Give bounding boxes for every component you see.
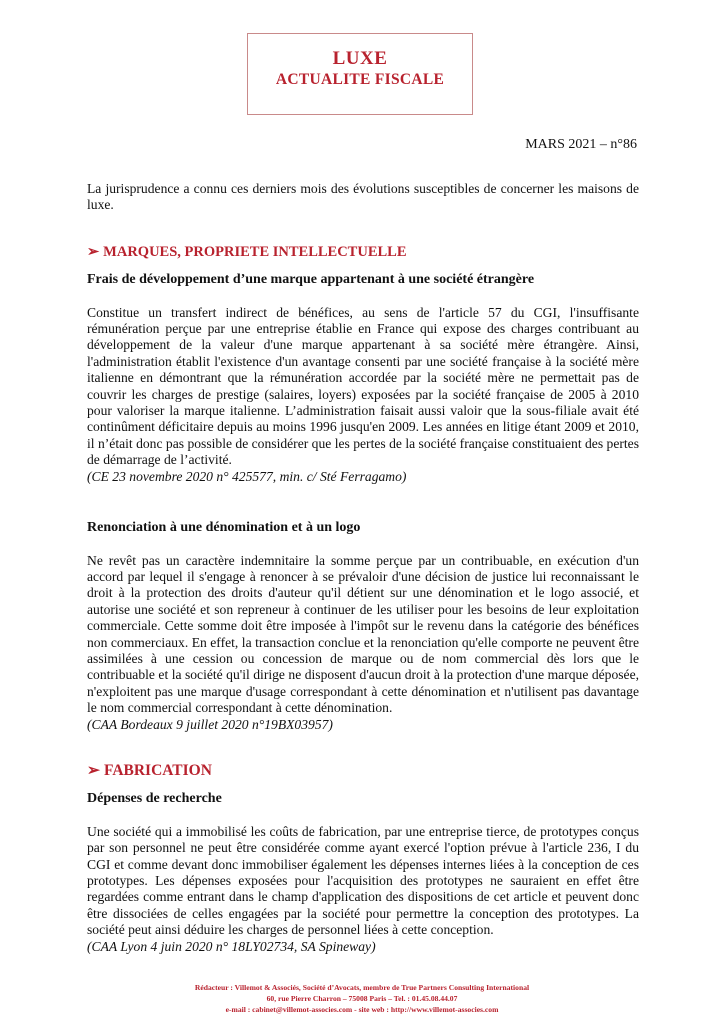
section-title: FABRICATION <box>104 761 212 779</box>
footer <box>0 982 724 1015</box>
newsletter-title: LUXE <box>332 48 388 69</box>
footer-author-line: Rédacteur : Villemot & Associés, Société d’Avocats, membre de True Partners Consulting International <box>194 983 530 992</box>
article-citation: (CE 23 novembre 2020 n° 425577, min. c/ Sté Ferragamo) <box>87 468 407 484</box>
article-body: Une société qui a immobilisé les coûts de fabrication, par une entreprise tierce, de prototypes conçus par son personnel ne peut être considérée comme ayant exercé l'option prévue à l'article 236, I du CGI et comme devant donc immobiliser également les dépenses internes liées à la conception de ces prototypes. Les dépenses exposées pour l'acquisition des prototypes ne sauraient en effet être regardées comme entrant dans le champ d'application des dispositions de cet article et peuvent donc être dissociées de celles engagées par la société pour permettre la conception des prototypes. La société peut ainsi déduire les charges de personnel liées à cette conception. <box>87 823 639 938</box>
arrow-right-icon: ➢ <box>87 761 100 779</box>
footer-email-link[interactable]: cabinet@villemot-associes.com <box>252 1005 353 1014</box>
section-heading-marques <box>87 244 639 260</box>
intro-paragraph: La jurisprudence a connu ces derniers mois des évolutions susceptibles de concerner les maisons de luxe. <box>87 181 639 213</box>
header-box <box>247 33 473 115</box>
arrow-right-icon: ➢ <box>87 243 100 260</box>
article-body: Constitue un transfert indirect de bénéfices, au sens de l'article 57 du CGI, l'insuffisante rémunération perçue par une entreprise établie en France qui expose des charges contribuant au développement de la valeur d'une marque appartenant à sa société mère étrangère. Ainsi, l'administration établit l'existence d'un avantage consenti par une société française à la société mère italienne en démontrant que la rémunération accordée par la société mère ne permettait pas de couvrir les charges de prestige (salaires, loyers) exposées par la société française de 2005 à 2010 pour valoriser la marque italienne. L’administration faisait aussi valoir que la sous-filiale avait été continûment déficitaire depuis au moins 1996 jusqu'en 2009. Les années en litige étant 2009 et 2010, il n’était donc pas possible de considérer que les pertes de la société française constituaient des pertes de démarrage de l’activité. <box>87 304 639 468</box>
article-title: Dépenses de recherche <box>87 791 222 807</box>
footer-website-label: - site web : <box>352 1005 391 1014</box>
footer-website-link[interactable]: http://www.villemot-associes.com <box>390 1005 499 1014</box>
newsletter-subtitle: ACTUALITE FISCALE <box>275 71 445 88</box>
article-body: Ne revêt pas un caractère indemnitaire la somme perçue par un contribuable, en exécution d'un accord par lequel il s'engage à renoncer à se prévaloir d'une décision de justice lui reconnaissant le droit à la protection des droits d'auteur qu'il détient sur une dénomination et le logo associé, et autorise une société et son repreneur à continuer de les utiliser pour les besoins de leur exploitation commerciale. Cette somme doit être imposée à l'impôt sur le revenu dans la catégorie des bénéfices non commerciaux. En effet, la transaction conclue et la renonciation qu'elle comporte ne peuvent être assimilées à une cession ou concession de marque ou de nom commercial dès lors que le contribuable et la société qu'il dirige ne disposent d'aucun droit à la protection d'une marque déposée, n'exploitent pas une marque d'usage correspondant à cette dénomination et n'utilisent pas davantage le nom commercial correspondant à cette dénomination. <box>87 552 639 716</box>
article-citation: (CAA Lyon 4 juin 2020 n° 18LY02734, SA Spineway) <box>87 938 376 954</box>
footer-address-line: 60, rue Pierre Charron – 75008 Paris – Tel. : 01.45.08.44.07 <box>266 994 458 1003</box>
article-citation: (CAA Bordeaux 9 juillet 2020 n°19BX03957) <box>87 716 333 732</box>
article-title: Renonciation à une dénomination et à un logo <box>87 520 361 536</box>
article-title: Frais de développement d’une marque appartenant à une société étrangère <box>87 272 535 288</box>
footer-email-label: e-mail : <box>225 1005 253 1014</box>
footer-contact-line <box>0 1004 724 1015</box>
section-heading-fabrication <box>87 763 639 779</box>
document-body <box>87 181 639 955</box>
section-title: MARQUES, PROPRIETE INTELLECTUELLE <box>103 243 407 260</box>
issue-date: MARS 2021 – n°86 <box>525 137 637 152</box>
